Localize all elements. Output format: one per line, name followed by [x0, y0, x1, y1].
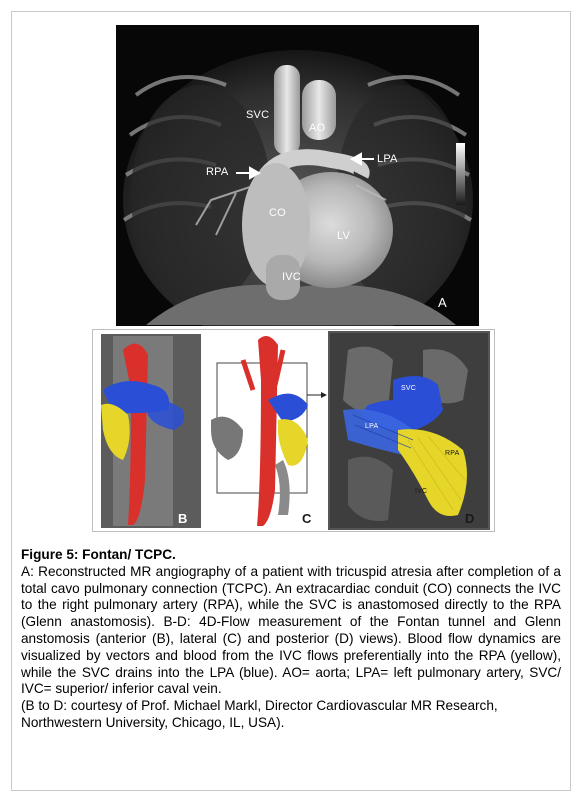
label-rpa: RPA	[206, 166, 229, 178]
figure-caption	[21, 547, 561, 732]
panel-d-label-ivc: IVC	[415, 488, 428, 495]
panel-d-label-rpa: RPA	[445, 450, 460, 457]
label-co: CO	[269, 207, 286, 219]
caption-body: A: Reconstructed MR angiography of a patient with tricuspid atresia after completion of a total cavo pulmonary connection (TCPC). An extracardiac conduit (CO) connects the IVC to the right pulmonary artery (RPA), while the SVC is anastomosed directly to the RPA (Glenn anastomosis). B-D: 4D-Flow measurement of the Fontan tunnel and Glenn anstomosis (anterior (B), lateral (C) and posterior (D) views). Blood flow dynamics are visualized by vectors and blood from the IVC flows preferentially into the RPA (yellow), while the SVC drains into the LPA (blue). AO= aorta; LPA= left pulmonary artery, SVC/ IVC= superior/ inferior caval vein.	[21, 563, 561, 697]
label-ivc: IVC	[282, 271, 301, 283]
panels-bcd-4d-flow	[92, 329, 495, 532]
caption-credit: (B to D: courtesy of Prof. Michael Markl, Director Cardiovascular MR Research, Northwestern University, Chicago, IL, USA).	[21, 698, 498, 730]
label-lpa: LPA	[377, 153, 398, 165]
intensity-scale-bar	[456, 143, 465, 205]
panel-d-label-svc: SVC	[401, 385, 416, 392]
panel-b-anterior-view	[93, 330, 205, 531]
panel-c-lateral-view	[205, 330, 327, 531]
label-svc: SVC	[246, 109, 270, 121]
label-lv: LV	[337, 230, 351, 242]
panel-b-label-lpa: LPA	[239, 420, 251, 426]
label-ao: AO	[309, 122, 326, 134]
panel-a-mr-angiography	[116, 25, 479, 326]
panel-label-b: B	[178, 511, 188, 526]
panel-label-d: D	[465, 511, 475, 526]
panel-label-c: C	[302, 511, 312, 526]
caption-title: Figure 5: Fontan/ TCPC.	[21, 547, 176, 562]
panel-label-a: A	[438, 295, 447, 310]
flow-renderings	[93, 330, 494, 531]
panel-d-posterior-view	[329, 332, 489, 529]
panel-d-label-lpa: LPA	[365, 423, 379, 430]
